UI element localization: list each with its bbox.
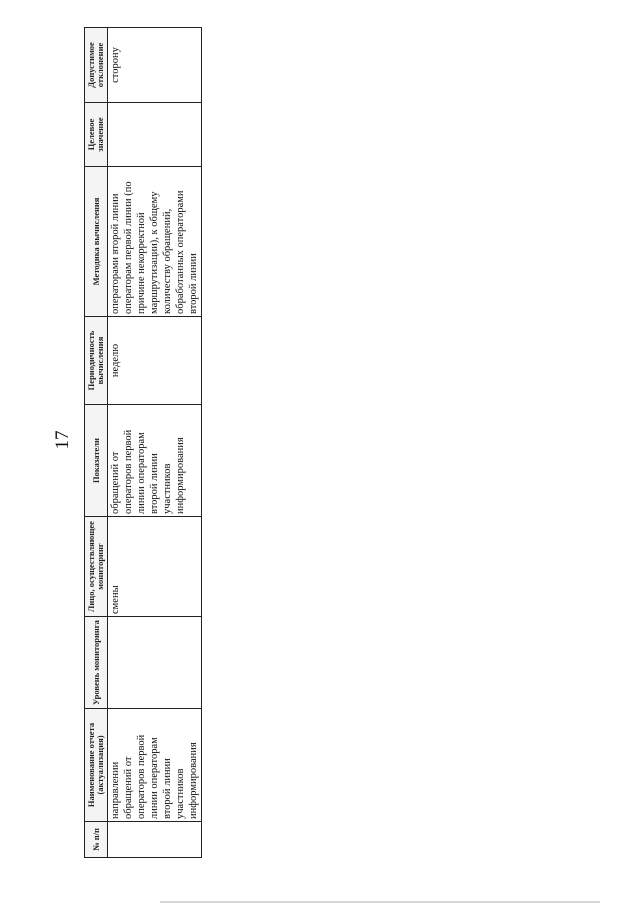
cell-target-value (108, 103, 202, 167)
table-row (108, 28, 202, 858)
header-number: № п/п (85, 822, 108, 858)
monitoring-table-container (84, 28, 199, 858)
monitoring-table (84, 27, 202, 858)
header-monitoring-level: Уровень мониторинга (85, 617, 108, 709)
cell-monitoring-level (108, 617, 202, 709)
cell-method: операторами второй линии операторам первой линии (по причине некорректной маршрутизации), к общему количеству обращений, обработанных операторами второй линии (108, 167, 202, 317)
header-report-name: Наименование отчета (актуализация) (85, 709, 108, 822)
cell-number (108, 822, 202, 858)
cell-responsible-person: смены (108, 517, 202, 617)
header-indicators: Показатели (85, 405, 108, 517)
table-header-row (85, 28, 108, 858)
cell-report-name: направлении обращений от операторов первой линии операторам второй линии участников информирования (108, 709, 202, 822)
monitoring-table-rotated (84, 28, 199, 858)
header-method: Методика вычисления (85, 167, 108, 317)
header-periodicity: Периодичность вычисления (85, 317, 108, 405)
cell-allowed-deviation: сторону (108, 28, 202, 103)
page-number: 17 (52, 430, 73, 450)
cell-periodicity: неделю (108, 317, 202, 405)
scan-edge-mark (160, 901, 600, 903)
header-target-value: Целевое значение (85, 103, 108, 167)
header-responsible-person: Лицо, осуществляющее мониторинг (85, 517, 108, 617)
cell-indicators: обращений от операторов первой линии операторам второй линии участников информирования (108, 405, 202, 517)
header-allowed-deviation: Допустимое отклонение (85, 28, 108, 103)
